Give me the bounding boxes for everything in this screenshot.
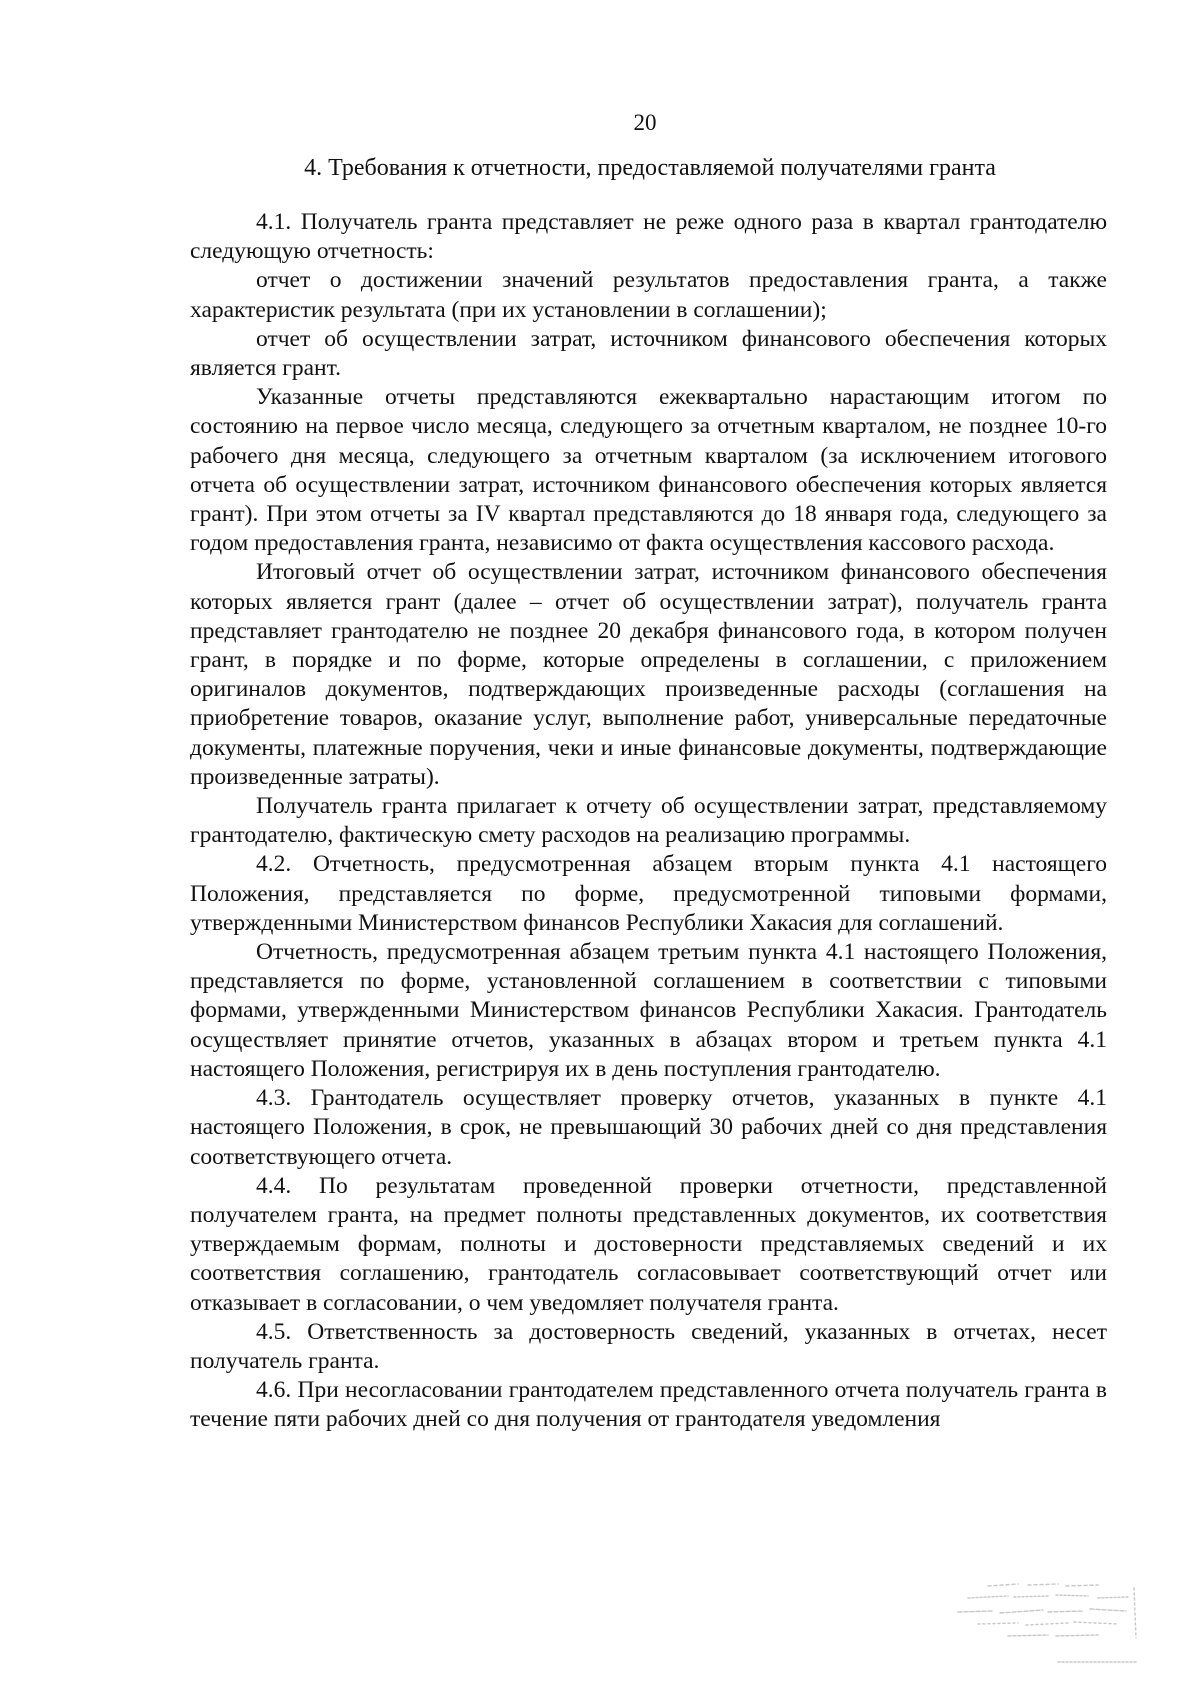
paragraph-4-6: 4.6. При несогласовании грантодателем представленного отчета получатель гранта в течение пяти рабочих дней со дня получения от грантодателя уведомления (190, 1377, 1107, 1433)
paragraph-final-report: Итоговый отчет об осуществлении затрат, источником финансового обеспечения которых является грант (далее – отчет об осуществлении затрат), получатель гранта представляет грантодателю не позднее 20 декабря финансового года, в котором получен грант, в порядке и по форме, которые определены в соглашении, с приложением оригиналов документов, подтверждающих произведенные расходы (соглашения на приобретение товаров, оказание услуг, выполнение работ, универсальные передаточные документы, платежные поручения, чеки и иные финансовые документы, подтверждающие произведенные затраты). (190, 559, 1107, 790)
paragraph-4-1-report-results: отчет о достижении значений результатов предоставления гранта, а также характеристик результата (при их установлении в соглашении); (190, 267, 1107, 323)
paragraph-4-2-second: Отчетность, предусмотренная абзацем третьим пункта 4.1 настоящего Положения, представляется по форме, установленной соглашением в соответствии с типовыми формами, утвержденными Министерством финансов Республики Хакасия. Грантодатель осуществляет принятие отчетов, указанных в абзацах втором и третьем пункта 4.1 настоящего Положения, регистрируя их в день поступления грантодателю. (190, 939, 1107, 1082)
section-heading: 4. Требования к отчетности, предоставляемой получателями гранта (304, 155, 996, 181)
paragraph-4-1: 4.1. Получатель гранта представляет не реже одного раза в квартал грантодателю следующую отчетность: (190, 209, 1107, 265)
paragraph-4-1-report-costs: отчет об осуществлении затрат, источником финансового обеспечения которых является грант. (190, 325, 1107, 382)
section-body (190, 208, 1107, 1435)
page-number: 20 (633, 110, 657, 135)
paragraph-4-3: 4.3. Грантодатель осуществляет проверку отчетов, указанных в пункте 4.1 настоящего Положения, в срок, не превышающий 30 рабочих дней со дня представления соответствующего отчета. (190, 1085, 1107, 1170)
paragraph-4-4: 4.4. По результатам проведенной проверки отчетности, представленной получателем гранта, на предмет полноты представленных документов, их соответствия утверждаемым формам, полноты и достоверности представляемых сведений и их соответствия соглашению, грантодатель согласовывает соответствующий отчет или отказывает в согласовании, о чем уведомляет получателя гранта. (190, 1172, 1107, 1316)
stamp-mark-icon (948, 1578, 1148, 1670)
paragraph-4-2: 4.2. Отчетность, предусмотренная абзацем вторым пункта 4.1 настоящего Положения, представляется по форме, предусмотренной типовыми формами, утвержденными Министерством финансов Республики Хакасия для соглашений. (190, 851, 1107, 936)
paragraph-cost-estimate: Получатель гранта прилагает к отчету об осуществлении затрат, представляемому грантодателю, фактическую смету расходов на реализацию программы. (190, 793, 1107, 849)
paragraph-quarterly-reports: Указанные отчеты представляются ежеквартально нарастающим итогом по состоянию на первое число месяца, следующего за отчетным кварталом, не позднее 10-го рабочего дня месяца, следующего за отчетным кварталом (за исключением итогового отчета об осуществлении затрат, источником финансового обеспечения которых является грант). При этом отчеты за IV квартал представляются до 18 января года, следующего за годом предоставления гранта, независимо от факта осуществления кассового расхода. (190, 384, 1107, 557)
paragraph-4-5: 4.5. Ответственность за достоверность сведений, указанных в отчетах, несет получатель гранта. (190, 1318, 1107, 1374)
